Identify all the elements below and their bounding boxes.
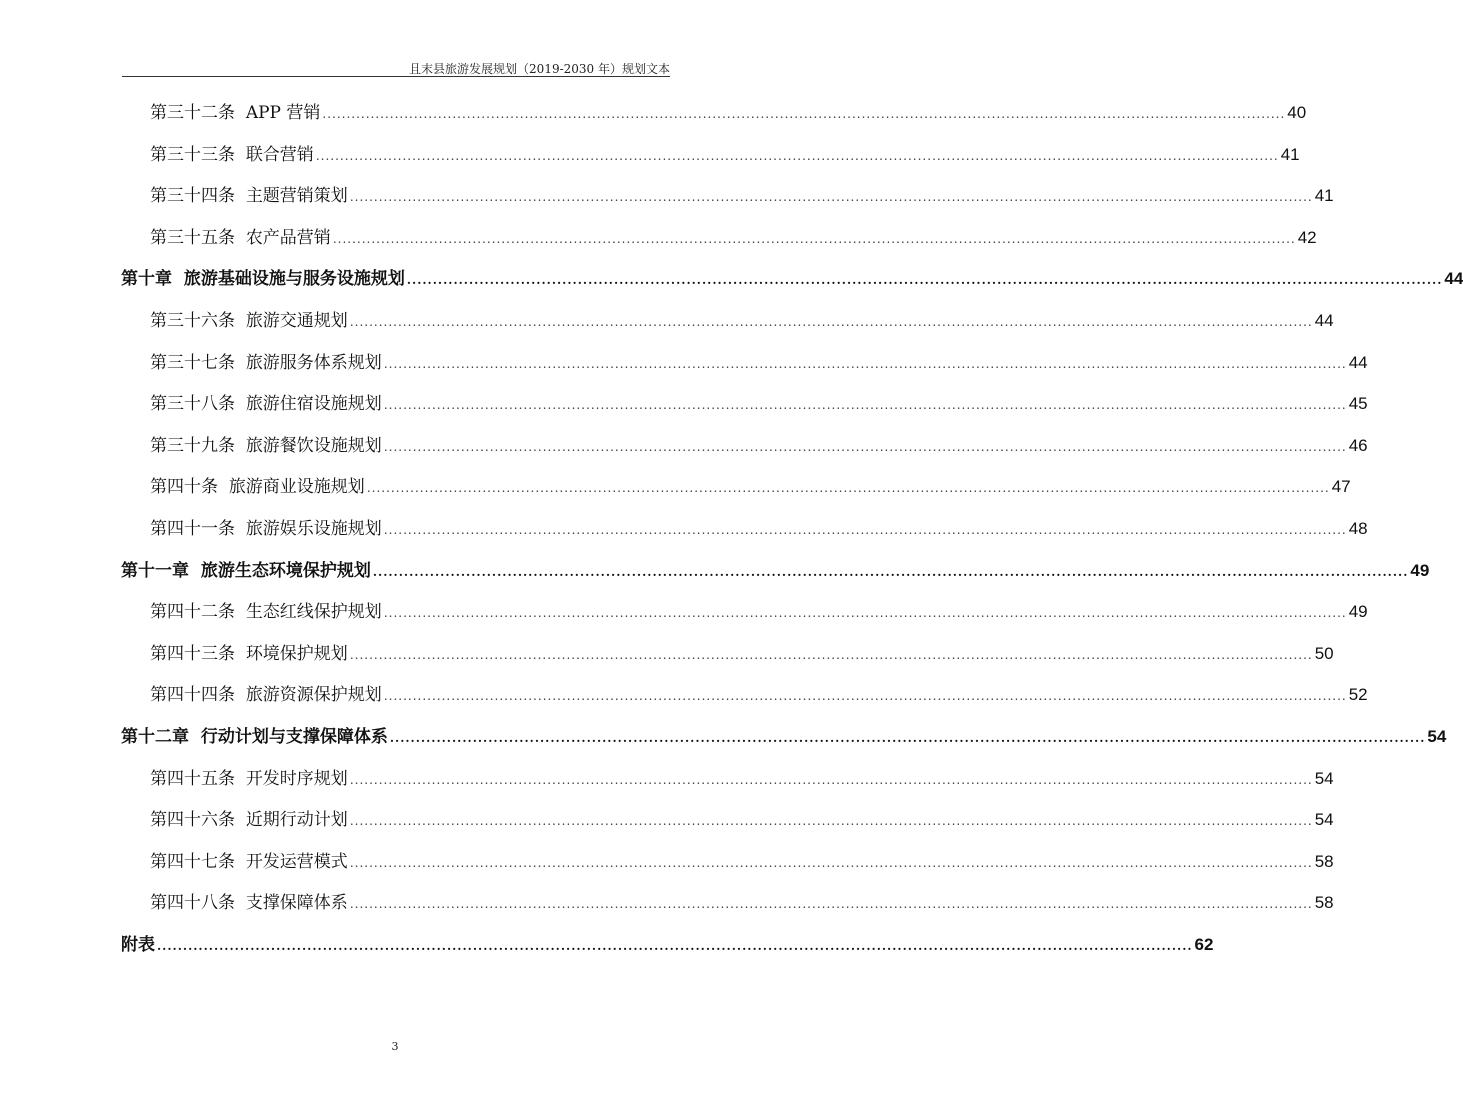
toc-entry-gap xyxy=(235,597,246,627)
toc-article-entry[interactable] xyxy=(150,306,1334,336)
toc-entry-gap xyxy=(189,556,201,586)
toc-entry-gap xyxy=(218,472,229,502)
toc-article-entry[interactable] xyxy=(150,888,1334,918)
toc-entry-number: 第四十三条 xyxy=(150,643,235,664)
toc-dot-leader: ........................................................................................................................................................................................................ xyxy=(322,107,1286,121)
toc-entry-title: 行动计划与支撑保障体系 xyxy=(200,727,388,747)
toc-entry-title: 开发运营模式 xyxy=(245,851,348,872)
toc-entry-gap xyxy=(189,722,201,752)
toc-entry-title: 旅游服务体系规划 xyxy=(245,352,382,373)
toc-dot-leader: ........................................................................................................................................................................................................ xyxy=(406,273,1443,288)
toc-article-entry[interactable] xyxy=(150,764,1334,794)
toc-dot-leader: ........................................................................................................................................................................................................ xyxy=(383,689,1347,704)
toc-entry-number: 第三十八条 xyxy=(150,394,235,415)
toc-article-entry[interactable] xyxy=(150,223,1317,253)
toc-dot-leader: ........................................................................................................................................................................................................ xyxy=(349,814,1313,829)
toc-page-number: 50 xyxy=(1314,643,1334,663)
toc-entry-number: 第三十二条 xyxy=(150,103,235,123)
toc-page-number: 49 xyxy=(1348,602,1368,622)
toc-page-number: 49 xyxy=(1410,560,1430,580)
toc-page-number: 42 xyxy=(1297,227,1317,247)
toc-dot-leader: ........................................................................................................................................................................................................ xyxy=(332,231,1296,246)
toc-article-entry[interactable] xyxy=(150,597,1368,627)
toc-entry-title: 旅游生态环境保护规划 xyxy=(200,560,371,581)
toc-entry-number: 第十一章 xyxy=(121,560,189,581)
toc-entry-gap xyxy=(235,140,246,170)
toc-dot-leader: ........................................................................................................................................................................................................ xyxy=(349,897,1313,912)
toc-article-entry[interactable] xyxy=(150,847,1334,877)
toc-entry-title: 旅游资源保护规划 xyxy=(245,685,382,706)
toc-page-number: 58 xyxy=(1314,893,1334,913)
toc-entry-gap xyxy=(235,348,246,378)
toc-entry-gap xyxy=(235,847,246,877)
toc-dot-leader: ........................................................................................................................................................................................................ xyxy=(157,939,1193,953)
toc-page-number: 54 xyxy=(1314,810,1334,830)
toc-entry-number: 附表 xyxy=(121,935,155,955)
toc-entry-gap xyxy=(235,639,246,669)
toc-dot-leader: ........................................................................................................................................................................................................ xyxy=(372,564,1409,579)
toc-entry-title: APP 营销 xyxy=(245,103,321,123)
toc-article-entry[interactable] xyxy=(150,805,1334,835)
toc-article-entry[interactable] xyxy=(150,140,1300,170)
toc-entry-title: 旅游娱乐设施规划 xyxy=(245,519,382,539)
toc-dot-leader: ........................................................................................................................................................................................................ xyxy=(349,772,1313,787)
toc-dot-leader: ........................................................................................................................................................................................................ xyxy=(383,398,1347,413)
toc-entry-gap xyxy=(235,680,246,710)
toc-article-entry[interactable] xyxy=(150,680,1368,710)
toc-dot-leader: ........................................................................................................................................................................................................ xyxy=(349,315,1313,329)
toc-entry-title: 主题营销策划 xyxy=(245,186,348,207)
toc-entry-gap xyxy=(235,98,246,128)
toc-entry-number: 第四十一条 xyxy=(150,519,235,539)
toc-page-number: 40 xyxy=(1287,103,1307,122)
toc-dot-leader: ........................................................................................................................................................................................................ xyxy=(383,523,1347,537)
toc-page-number: 62 xyxy=(1194,935,1214,954)
page-number: 3 xyxy=(391,1040,399,1053)
toc-dot-leader: ........................................................................................................................................................................................................ xyxy=(383,606,1347,621)
toc-chapter-entry[interactable] xyxy=(121,556,1430,586)
toc-dot-leader: ........................................................................................................................................................................................................ xyxy=(383,439,1347,454)
toc-entry-gap xyxy=(235,764,246,794)
toc-entry-title: 环境保护规划 xyxy=(245,643,348,664)
toc-entry-title: 旅游住宿设施规划 xyxy=(245,394,382,415)
toc-entry-number: 第三十五条 xyxy=(150,227,235,248)
toc-article-entry[interactable] xyxy=(150,348,1368,378)
toc-article-entry[interactable] xyxy=(150,389,1368,419)
toc-page-number: 44 xyxy=(1444,269,1463,289)
toc-entry-title: 联合营销 xyxy=(245,144,314,165)
toc-page-number: 52 xyxy=(1348,685,1368,705)
toc-entry-number: 第三十六条 xyxy=(150,311,235,331)
toc-entry-gap xyxy=(235,223,246,253)
toc-entry-number: 第十二章 xyxy=(121,727,189,747)
toc-entry-number: 第四十六条 xyxy=(150,810,235,831)
toc-entry-title: 支撑保障体系 xyxy=(245,893,348,914)
toc-entry-gap xyxy=(235,805,246,835)
toc-dot-leader: ........................................................................................................................................................................................................ xyxy=(366,481,1330,496)
toc-page-number: 44 xyxy=(1348,352,1368,372)
toc-page-number: 41 xyxy=(1280,144,1300,164)
toc-entry-gap xyxy=(172,264,184,294)
toc-entry-gap xyxy=(235,514,246,544)
toc-entry-title: 旅游餐饮设施规划 xyxy=(245,435,382,456)
toc-entry-title: 旅游商业设施规划 xyxy=(228,477,365,498)
toc-page-number: 45 xyxy=(1348,394,1368,414)
toc-page-number: 41 xyxy=(1314,186,1334,206)
toc-page-number: 44 xyxy=(1314,311,1334,330)
toc-chapter-entry[interactable] xyxy=(121,722,1447,752)
toc-entry-number: 第四十二条 xyxy=(150,602,235,623)
toc-dot-leader: ........................................................................................................................................................................................................ xyxy=(389,731,1426,745)
toc-page-number: 54 xyxy=(1427,727,1447,746)
toc-article-entry[interactable] xyxy=(150,181,1334,211)
toc-article-entry[interactable] xyxy=(150,514,1368,544)
toc-chapter-entry[interactable] xyxy=(121,264,1463,294)
header-divider xyxy=(122,76,670,77)
toc-entry-title: 生态红线保护规划 xyxy=(245,602,382,623)
toc-dot-leader: ........................................................................................................................................................................................................ xyxy=(349,190,1313,205)
toc-article-entry[interactable] xyxy=(150,472,1351,502)
toc-article-entry[interactable] xyxy=(150,431,1368,461)
toc-entry-title: 农产品营销 xyxy=(245,227,331,248)
running-header: 且末县旅游发展规划（2019-2030 年）规划文本 xyxy=(409,62,670,76)
toc-article-entry[interactable] xyxy=(150,98,1307,128)
toc-entry-number: 第四十八条 xyxy=(150,893,235,914)
toc-entry-title: 旅游交通规划 xyxy=(245,311,348,331)
toc-dot-leader: ........................................................................................................................................................................................................ xyxy=(383,356,1347,371)
toc-dot-leader: ........................................................................................................................................................................................................ xyxy=(349,855,1313,870)
toc-dot-leader: ........................................................................................................................................................................................................ xyxy=(315,148,1279,163)
toc-entry-number: 第四十五条 xyxy=(150,768,235,789)
toc-page-number: 48 xyxy=(1348,519,1368,538)
toc-page-number: 47 xyxy=(1331,477,1351,497)
toc-entry-gap xyxy=(235,181,246,211)
toc-chapter-entry[interactable] xyxy=(121,930,1214,960)
toc-page-number: 58 xyxy=(1314,851,1334,871)
toc-entry-number: 第十章 xyxy=(121,269,172,290)
toc-page-number: 54 xyxy=(1314,768,1334,788)
toc-entry-number: 第三十三条 xyxy=(150,144,235,165)
toc-entry-number: 第三十四条 xyxy=(150,186,235,207)
toc-entry-gap xyxy=(235,389,246,419)
toc-entry-gap xyxy=(235,431,246,461)
toc-entry-gap xyxy=(235,306,246,336)
toc-entry-title: 近期行动计划 xyxy=(245,810,348,831)
toc-entry-number: 第三十九条 xyxy=(150,435,235,456)
toc-entry-title: 旅游基础设施与服务设施规划 xyxy=(183,269,405,290)
toc-entry-gap xyxy=(235,888,246,918)
toc-article-entry[interactable] xyxy=(150,639,1334,669)
toc-entry-number: 第四十条 xyxy=(150,477,218,498)
toc-entry-number: 第四十四条 xyxy=(150,685,235,706)
toc-entry-number: 第三十七条 xyxy=(150,352,235,373)
toc-entry-number: 第四十七条 xyxy=(150,851,235,872)
toc-dot-leader: ........................................................................................................................................................................................................ xyxy=(349,647,1313,662)
toc-entry-title: 开发时序规划 xyxy=(245,768,348,789)
toc-page-number: 46 xyxy=(1348,435,1368,455)
